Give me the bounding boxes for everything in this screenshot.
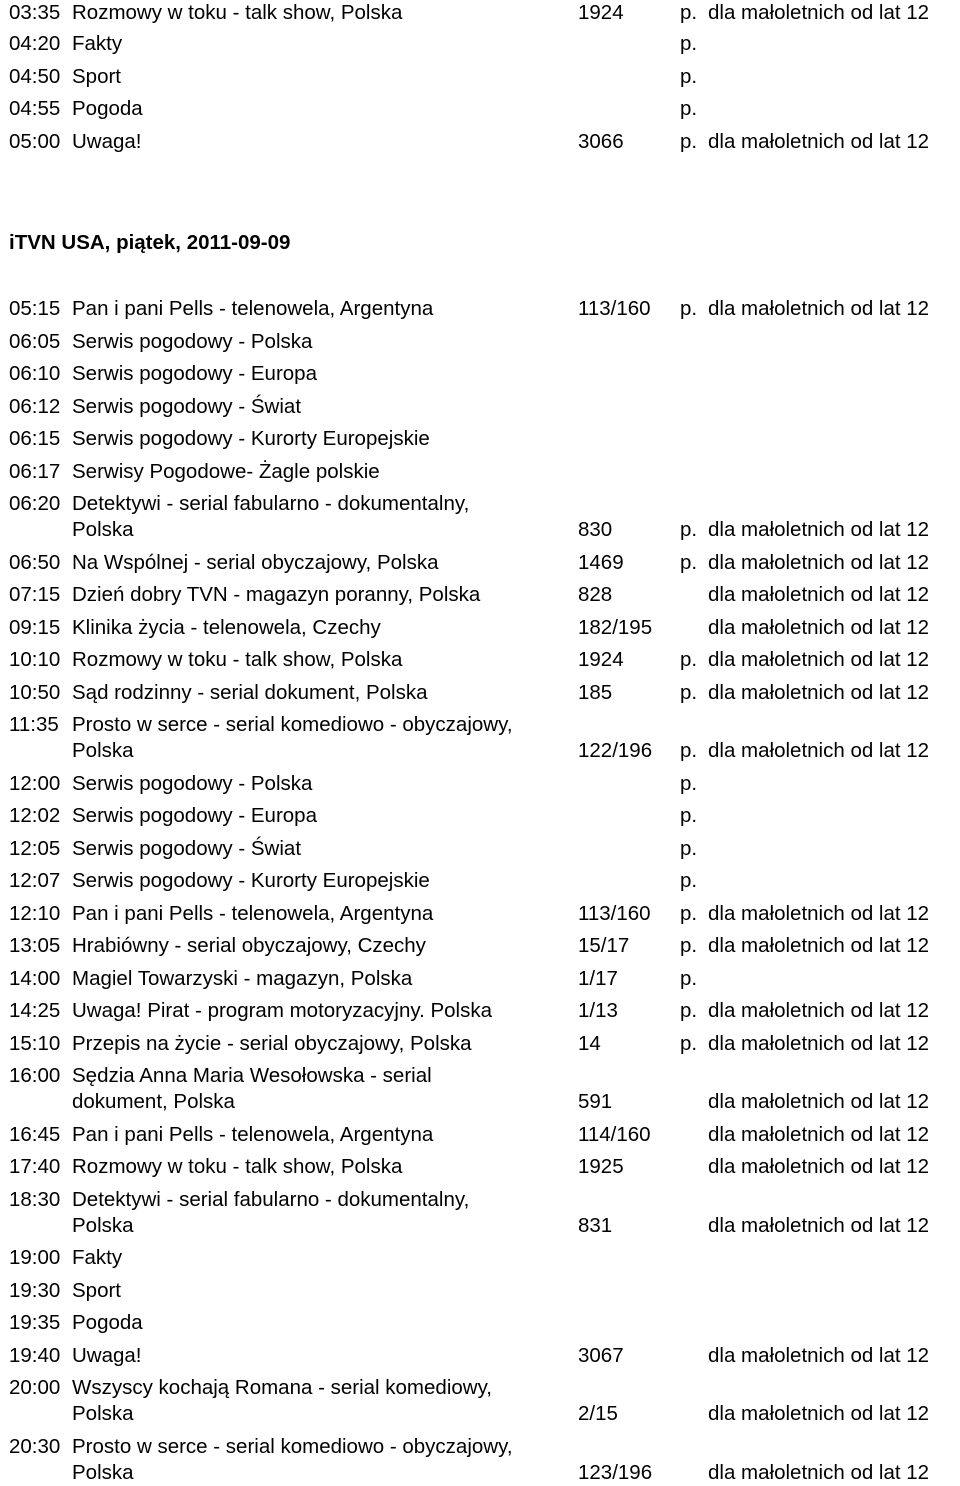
time-slot: 06:12	[9, 394, 61, 418]
premiere-marker: p.	[680, 999, 698, 1022]
schedule-row	[0, 836, 960, 862]
schedule-row	[0, 329, 960, 355]
schedule-row	[0, 0, 960, 26]
premiere-marker: p.	[680, 771, 698, 795]
schedule-row	[0, 1375, 960, 1425]
time-slot: 19:40	[9, 1343, 61, 1367]
premiere-marker: p.	[680, 97, 698, 120]
episode-number: 113/160	[578, 901, 651, 925]
program-title-continuation: Polska	[72, 1460, 134, 1484]
time-slot: 12:07	[9, 869, 61, 892]
schedule-row	[0, 1122, 960, 1148]
schedule-row	[0, 680, 960, 706]
program-title-continuation: dokument, Polska	[72, 1090, 235, 1113]
episode-number: 14	[578, 1031, 601, 1055]
premiere-marker: p.	[680, 32, 698, 55]
schedule-row	[0, 771, 960, 797]
program-title-continuation: Polska	[72, 1213, 134, 1237]
age-rating: dla małoletnich od lat 12	[708, 518, 930, 541]
schedule-row	[0, 712, 960, 762]
premiere-marker: p.	[680, 934, 698, 957]
schedule-row	[0, 1063, 960, 1113]
time-slot: 10:10	[9, 648, 61, 671]
schedule-row	[0, 1278, 960, 1304]
time-slot: 12:00	[9, 771, 61, 795]
episode-number: 182/195	[578, 615, 653, 639]
time-slot: 18:30	[9, 1187, 61, 1211]
age-rating: dla małoletnich od lat 12	[708, 615, 930, 639]
time-slot: 05:00	[9, 130, 61, 153]
program-title: Serwis pogodowy - Świat	[72, 836, 302, 860]
schedule-row	[0, 394, 960, 420]
time-slot: 12:05	[9, 836, 61, 860]
age-rating: dla małoletnich od lat 12	[708, 1, 930, 24]
episode-number: 830	[578, 518, 613, 541]
time-slot: 15:10	[9, 1031, 61, 1055]
schedule-row	[0, 1154, 960, 1180]
premiere-marker: p.	[680, 297, 698, 320]
program-title: Pan i pani Pells - telenowela, Argentyna	[72, 297, 434, 320]
time-slot: 04:50	[9, 65, 61, 88]
program-title: Sędzia Anna Maria Wesołowska - serial	[72, 1064, 432, 1087]
time-slot: 12:10	[9, 901, 61, 925]
schedule-row	[0, 1187, 960, 1237]
episode-number: 828	[578, 583, 613, 606]
program-title: Uwaga! Pirat - program motoryzacyjny. Polska	[72, 999, 493, 1022]
time-slot: 10:50	[9, 680, 61, 704]
program-title: Sąd rodzinny - serial dokument, Polska	[72, 680, 428, 704]
episode-number: 3067	[578, 1343, 624, 1367]
episode-number: 1925	[578, 1155, 624, 1178]
age-rating: dla małoletnich od lat 12	[708, 550, 930, 574]
program-title: Na Wspólnej - serial obyczajowy, Polska	[72, 550, 439, 574]
premiere-marker: p.	[680, 1031, 698, 1055]
schedule-row	[0, 1245, 960, 1271]
age-rating: dla małoletnich od lat 12	[708, 1155, 930, 1178]
program-title: Serwis pogodowy - Polska	[72, 329, 313, 353]
premiere-marker: p.	[680, 130, 698, 153]
program-title: Dzień dobry TVN - magazyn poranny, Polska	[72, 583, 481, 606]
program-title: Rozmowy w toku - talk show, Polska	[72, 1, 403, 24]
program-title: Hrabiówny - serial obyczajowy, Czechy	[72, 934, 426, 957]
premiere-marker: p.	[680, 518, 698, 541]
schedule-row	[0, 64, 960, 90]
premiere-marker: p.	[680, 739, 698, 762]
program-title-continuation: Polska	[72, 518, 134, 541]
premiere-marker: p.	[680, 836, 698, 860]
premiere-marker: p.	[680, 966, 698, 990]
schedule-row	[0, 1310, 960, 1336]
time-slot: 06:17	[9, 459, 61, 483]
time-slot: 03:35	[9, 1, 61, 24]
age-rating: dla małoletnich od lat 12	[708, 934, 930, 957]
time-slot: 04:20	[9, 32, 61, 55]
age-rating: dla małoletnich od lat 12	[708, 1031, 930, 1055]
program-title: Uwaga!	[72, 1343, 142, 1367]
program-title: Fakty	[72, 32, 123, 55]
age-rating: dla małoletnich od lat 12	[708, 648, 930, 671]
episode-number: 591	[578, 1090, 613, 1113]
age-rating: dla małoletnich od lat 12	[708, 583, 930, 606]
program-title: Rozmowy w toku - talk show, Polska	[72, 1155, 403, 1178]
section-header: iTVN USA, piątek, 2011-09-09	[9, 231, 291, 254]
program-title: Wszyscy kochają Romana - serial komediowy,	[72, 1376, 492, 1399]
premiere-marker: p.	[680, 680, 698, 704]
program-title: Prosto w serce - serial komediowo - obyczajowy,	[72, 1434, 513, 1458]
program-title: Fakty	[72, 1246, 123, 1269]
schedule-row	[0, 901, 960, 927]
episode-number: 1469	[578, 550, 624, 574]
schedule-row	[0, 129, 960, 155]
time-slot: 20:00	[9, 1376, 61, 1399]
episode-number: 1/13	[578, 999, 618, 1022]
program-title: Serwisy Pogodowe- Żagle polskie	[72, 459, 380, 483]
time-slot: 14:00	[9, 966, 61, 990]
schedule-row	[0, 361, 960, 387]
time-slot: 16:45	[9, 1122, 61, 1146]
program-title: Detektywi - serial fabularno - dokumentalny,	[72, 1187, 470, 1211]
program-title: Serwis pogodowy - Świat	[72, 394, 302, 418]
age-rating: dla małoletnich od lat 12	[708, 1460, 930, 1484]
program-title: Sport	[72, 65, 121, 88]
program-title-continuation: Polska	[72, 1402, 134, 1425]
age-rating: dla małoletnich od lat 12	[708, 1122, 930, 1146]
premiere-marker: p.	[680, 901, 698, 925]
schedule-row	[0, 582, 960, 608]
time-slot: 14:25	[9, 999, 61, 1022]
episode-number: 15/17	[578, 934, 630, 957]
program-title: Magiel Towarzyski - magazyn, Polska	[72, 966, 413, 990]
program-title: Serwis pogodowy - Polska	[72, 771, 313, 795]
schedule-row	[0, 998, 960, 1024]
program-title: Serwis pogodowy - Europa	[72, 804, 317, 827]
time-slot: 07:15	[9, 583, 61, 606]
time-slot: 13:05	[9, 934, 61, 957]
time-slot: 06:50	[9, 550, 61, 574]
episode-number: 123/196	[578, 1460, 653, 1484]
schedule-row	[0, 966, 960, 992]
premiere-marker: p.	[680, 1, 698, 24]
age-rating: dla małoletnich od lat 12	[708, 680, 930, 704]
program-title: Pan i pani Pells - telenowela, Argentyna	[72, 901, 434, 925]
time-slot: 05:15	[9, 297, 61, 320]
time-slot: 17:40	[9, 1155, 61, 1178]
program-title: Detektywi - serial fabularno - dokumentalny,	[72, 492, 470, 515]
schedule-row	[0, 96, 960, 122]
premiere-marker: p.	[680, 804, 698, 827]
schedule-row	[0, 933, 960, 959]
schedule-row	[0, 1031, 960, 1057]
episode-number: 113/160	[578, 297, 651, 320]
program-title: Pogoda	[72, 1311, 143, 1334]
episode-number: 831	[578, 1213, 613, 1237]
schedule-row	[0, 296, 960, 322]
premiere-marker: p.	[680, 65, 698, 88]
time-slot: 06:05	[9, 329, 61, 353]
schedule-row	[0, 615, 960, 641]
time-slot: 16:00	[9, 1064, 61, 1087]
episode-number: 1/17	[578, 966, 618, 990]
episode-number: 2/15	[578, 1402, 618, 1425]
schedule-row	[0, 1343, 960, 1369]
schedule-row	[0, 803, 960, 829]
age-rating: dla małoletnich od lat 12	[708, 130, 930, 153]
program-title: Rozmowy w toku - talk show, Polska	[72, 648, 403, 671]
time-slot: 19:35	[9, 1311, 61, 1334]
time-slot: 06:10	[9, 362, 61, 385]
program-title: Klinika życia - telenowela, Czechy	[72, 615, 381, 639]
schedule-row	[0, 31, 960, 57]
schedule-row	[0, 1434, 960, 1484]
episode-number: 122/196	[578, 739, 653, 762]
episode-number: 114/160	[578, 1122, 651, 1146]
program-title: Prosto w serce - serial komediowo - obyczajowy,	[72, 713, 513, 736]
program-title: Pogoda	[72, 97, 143, 120]
program-title-continuation: Polska	[72, 739, 134, 762]
premiere-marker: p.	[680, 869, 698, 892]
age-rating: dla małoletnich od lat 12	[708, 1343, 930, 1367]
time-slot: 09:15	[9, 615, 61, 639]
episode-number: 1924	[578, 1, 624, 24]
program-title: Serwis pogodowy - Kurorty Europejskie	[72, 427, 430, 450]
program-title: Pan i pani Pells - telenowela, Argentyna	[72, 1122, 434, 1146]
schedule-row	[0, 426, 960, 452]
program-title: Sport	[72, 1278, 121, 1302]
premiere-marker: p.	[680, 550, 698, 574]
time-slot: 11:35	[9, 713, 59, 736]
program-title: Serwis pogodowy - Kurorty Europejskie	[72, 869, 430, 892]
program-title: Serwis pogodowy - Europa	[72, 362, 317, 385]
schedule-row	[0, 868, 960, 894]
program-title: Przepis na życie - serial obyczajowy, Polska	[72, 1031, 472, 1055]
age-rating: dla małoletnich od lat 12	[708, 1213, 930, 1237]
schedule-row	[0, 647, 960, 673]
schedule-row	[0, 491, 960, 541]
age-rating: dla małoletnich od lat 12	[708, 1402, 930, 1425]
schedule-row	[0, 459, 960, 485]
time-slot: 06:15	[9, 427, 61, 450]
age-rating: dla małoletnich od lat 12	[708, 901, 930, 925]
time-slot: 06:20	[9, 492, 61, 515]
time-slot: 19:30	[9, 1278, 61, 1302]
age-rating: dla małoletnich od lat 12	[708, 739, 930, 762]
premiere-marker: p.	[680, 648, 698, 671]
age-rating: dla małoletnich od lat 12	[708, 999, 930, 1022]
episode-number: 1924	[578, 648, 624, 671]
time-slot: 20:30	[9, 1434, 61, 1458]
episode-number: 185	[578, 680, 613, 704]
age-rating: dla małoletnich od lat 12	[708, 297, 930, 320]
program-title: Uwaga!	[72, 130, 142, 153]
age-rating: dla małoletnich od lat 12	[708, 1090, 930, 1113]
time-slot: 12:02	[9, 804, 61, 827]
time-slot: 04:55	[9, 97, 61, 120]
time-slot: 19:00	[9, 1246, 61, 1269]
episode-number: 3066	[578, 130, 624, 153]
schedule-row	[0, 550, 960, 576]
